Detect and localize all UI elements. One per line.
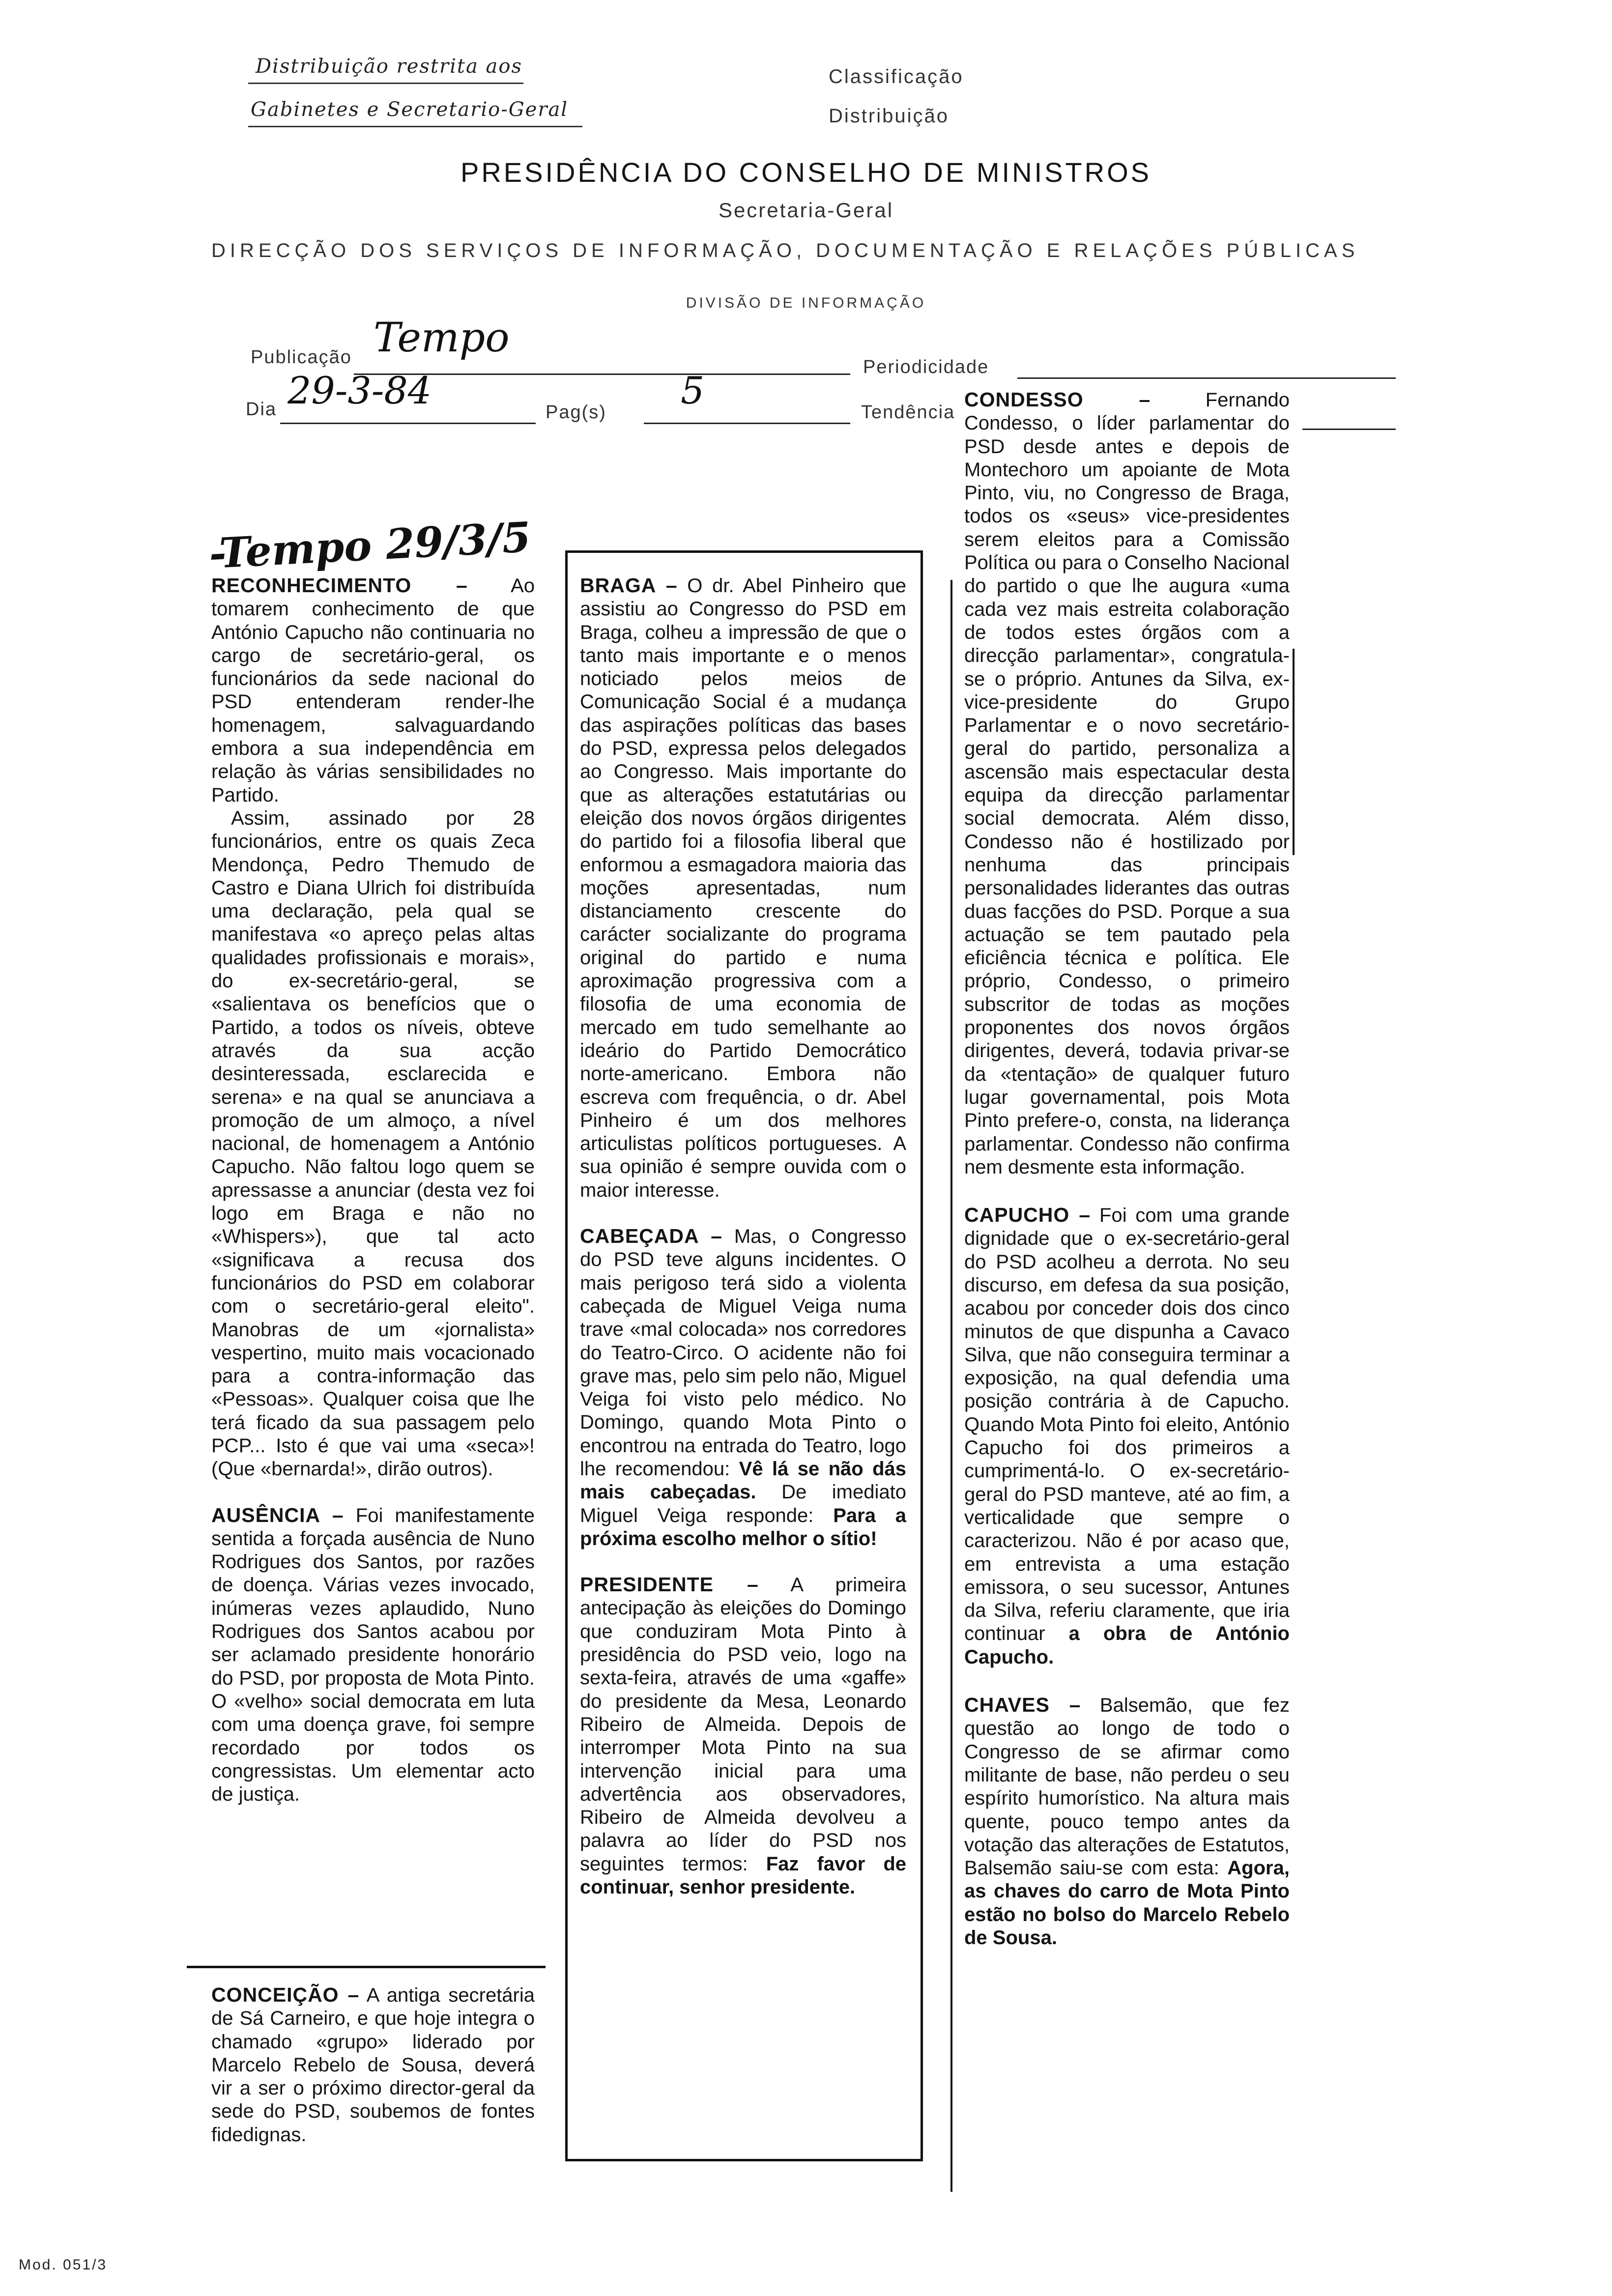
- column-2: [580, 574, 906, 1899]
- day-value: 29-3-84: [288, 369, 432, 412]
- divider-rule: [187, 1966, 546, 1968]
- article-conceicao: [211, 1983, 535, 2147]
- text-condesso: Fernando Condesso, o líder parlamentar do PSD desde antes e depois de Montechoro um apoiante de Mota Pinto, viu, no Congresso de Braga, todos os «seus» vice-presidentes serem eleitos para a Comissão Política ou para o Conselho Nacional do partido o que lhe augura «uma cada vez mais estreita colaboração de todos estes órgãos com a direcção parlamentar», congratula-se o próprio. Antunes da Silva, ex-vice-presidente do Grupo Parlamentar e o novo secretário-geral do partido, personaliza a ascensão mais espectacular desta equipa da direcção parlamentar social democrata. Além disso, Condesso não é hostilizado por nenhuma das principais personalidades liderantes das outras duas facções do PSD. Porque a sua actuação se tem pautado pela eficiência técnica e política. Ele próprio, Condesso, o primeiro subscritor de todas as moções proponentes dos novos órgãos dirigentes, deverá, todavia privar-se da «tentação» de qualquer futuro lugar governamental, pois Mota Pinto prefere-o, consta, na liderança parlamentar. Condesso não confirma nem desmente esta informação.: [964, 389, 1290, 1178]
- column-3-right-rule: [1293, 649, 1295, 855]
- text-cabecada-mid: De imediato Miguel Veiga responde:: [580, 1481, 906, 1526]
- lead-reconhecimento: RECONHECIMENTO –: [211, 574, 468, 597]
- lead-condesso: CONDESSO –: [964, 388, 1151, 411]
- underline: [248, 126, 582, 127]
- article-condesso: [964, 388, 1290, 1179]
- directorate: DIRECÇÃO DOS SERVIÇOS DE INFORMAÇÃO, DOCUMENTAÇÃO E RELAÇÕES PÚBLICAS: [211, 240, 1359, 261]
- classification-label: Classificação: [829, 66, 964, 87]
- day-label: Dia: [246, 399, 277, 420]
- org-title: PRESIDÊNCIA DO CONSELHO DE MINISTROS: [461, 157, 1151, 188]
- quote-capucho: a obra de António Capucho.: [964, 1623, 1290, 1668]
- underline: [248, 83, 523, 84]
- distribution-note-line2: Gabinetes e Secretario-Geral: [251, 98, 569, 121]
- form-code: Mod. 051/3: [19, 2257, 108, 2273]
- clipping-handwritten-mark: -Tempo 29/3/5: [207, 512, 532, 578]
- quote-presidente: Faz favor de continuar, senhor presidente.: [580, 1853, 906, 1898]
- article-cabecada: [580, 1225, 906, 1550]
- lead-braga: BRAGA –: [580, 574, 678, 597]
- pages-label: Pag(s): [546, 402, 606, 423]
- text-ausencia: Foi manifestamente sentida a forçada ausência de Nuno Rodrigues dos Santos, por razões de doença. Várias vezes invocado, inúmeras vezes aplaudido, Nuno Rodrigues dos Santos acabou por ser aclamado presidente honorário do PSD, por proposta de Mota Pinto. O «velho» social democrata em luta com uma doença grave, foi sempre recordado por todos os congressistas. Um elementar acto de justiça.: [211, 1504, 535, 1806]
- text-conceicao: A antiga secretária de Sá Carneiro, e que hoje integra o chamado «grupo» liderado por Marcelo Rebelo de Sousa, deverá vir a ser o próximo director-geral da sede do PSD, soubemos de fontes fidedignas.: [211, 1984, 535, 2146]
- tendency-label: Tendência: [861, 402, 955, 423]
- lead-chaves: CHAVES –: [964, 1693, 1081, 1717]
- distribution-label: Distribuição: [829, 105, 949, 127]
- lead-conceicao: CONCEIÇÃO –: [211, 1983, 360, 2006]
- periodicity-label: Periodicidade: [863, 357, 989, 377]
- text-cabecada: Mas, o Congresso do PSD teve alguns incidentes. O mais perigoso terá sido a violenta cabeçada de Miguel Veiga numa trave «mal colocada» nos corredores do Teatro-Circo. O acidente não foi grave mas, pelo sim pelo não, Miguel Veiga foi visto pelo médico. No Domingo, quando Mota Pinto o encontrou na entrada do Teatro, logo lhe recomendou:: [580, 1226, 906, 1480]
- quote-cabecada-1: Vê lá se não dás mais cabeçadas.: [580, 1458, 906, 1503]
- lead-capucho: CAPUCHO –: [964, 1204, 1091, 1227]
- text-reconhecimento-p1: Ao tomarem conhecimento de que António Capucho não continuaria no cargo de secretário-geral, os funcionários da sede nacional do PSD entenderam render-lhe homenagem, salvaguardando embora a sua independência em relação às várias sensibilidades no Partido.: [211, 575, 535, 806]
- column-1: [211, 574, 535, 1806]
- pages-line: [644, 423, 850, 424]
- article-ausencia: [211, 1504, 535, 1807]
- text-presidente: A primeira antecipação às eleições do Domingo que conduziram Mota Pinto à presidência do PSD veio, logo na sexta-feira, através de uma «gaffe» do presidente da Mesa, Leonardo Ribeiro de Almeida. Depois de interromper Mota Pinto na sua intervenção inicial para uma advertência aos observadores, Ribeiro de Almeida devolveu a palavra ao líder do PSD nos seguintes termos:: [580, 1574, 906, 1875]
- quote-chaves: Agora, as chaves do carro de Mota Pinto estão no bolso do Marcelo Rebelo de Sousa.: [964, 1857, 1290, 1949]
- distribution-note-line1: Distribuição restrita aos: [256, 55, 522, 78]
- article-chaves: [964, 1693, 1290, 1950]
- lead-presidente: PRESIDENTE –: [580, 1573, 759, 1596]
- periodicity-line: [1017, 377, 1396, 379]
- text-reconhecimento-p2: Assim, assinado por 28 funcionários, entre os quais Zeca Mendonça, Pedro Themudo de Castro e Diana Ulrich foi distribuída uma declaração, pela qual se manifestava «o apreço pelas altas qualidades profissionais e morais», do ex-secretário-geral, se «salientava os benefícios que o Partido, a todos os níveis, obteve através da sua acção desinteressada, esclarecida e serena» e na qual se anunciava a promoção de um almoço, a nível nacional, de homenagem a António Capucho. Não faltou logo quem se apressasse a anunciar (desta vez foi logo em Braga e não no «Whispers»), que tal acto «significava a recusa dos funcionários do PSD em colaborar com o secretário-geral eleito". Manobras de um «jornalista» vespertino, muito mais vocacionado para a contra-informação das «Pessoas». Qualquer coisa que lhe terá ficado da sua passagem pelo PCP... Isto é que vai uma «seca»! (Que «bernarda!», dirão outros).: [211, 807, 535, 1480]
- day-line: [280, 423, 536, 424]
- pages-value: 5: [681, 369, 705, 412]
- article-presidente: [580, 1573, 906, 1899]
- text-chaves: Balsemão, que fez questão ao longo de todo o Congresso de se afirmar como militante de base, não perdeu o seu espírito humorístico. Na altura mais quente, pouco tempo antes da votação das alterações de Estatutos, Balsemão saiu-se com esta:: [964, 1694, 1290, 1879]
- secretariat: Secretaria-Geral: [718, 199, 894, 222]
- lead-cabecada: CABEÇADA –: [580, 1225, 723, 1248]
- text-capucho: Foi com uma grande dignidade que o ex-secretário-geral do PSD acolheu a derrota. No seu discurso, em defesa da sua posição, acabou por conceder dois dos cinco minutos de que dispunha a Cavaco Silva, que não conseguira terminar a exposição, na qual defendia uma posição contrária à de Capucho. Quando Mota Pinto foi eleito, António Capucho foi dos primeiros a cumprimentá-lo. O ex-secretário-geral do PSD manteve, até ao fim, a verticalidade que sempre o caracterizou. Não é por acaso que, em entrevista a uma estação emissora, o seu sucessor, Antunes da Silva, referiu claramente, que iria continuar: [964, 1205, 1290, 1645]
- tendency-line: [1302, 429, 1396, 430]
- column-3-rule: [950, 580, 952, 2192]
- article-braga: [580, 574, 906, 1202]
- article-capucho: [964, 1204, 1290, 1669]
- text-braga: O dr. Abel Pinheiro que assistiu ao Congresso do PSD em Braga, colheu a impressão de que o tanto mais importante e o menos noticiado pelos meios de Comunicação Social é a mudança das aspirações políticas das bases do PSD, expressa pelos delegados ao Congresso. Mais importante do que as alterações estatutárias ou eleição dos novos órgãos dirigentes do partido foi a filosofia liberal que enformou a esmagadora maioria das moções apresentadas, num distanciamento crescente do carácter socializante do programa original do partido e numa aproximação progressiva com a filosofia de uma economia de mercado em tudo semelhante ao ideário do Partido Democrático norte-americano. Embora não escreva com frequência, o dr. Abel Pinheiro é um dos melhores articulistas políticos portugueses. A sua opinião é sempre ouvida com o maior interesse.: [580, 575, 907, 1201]
- division: DIVISÃO DE INFORMAÇÃO: [686, 295, 926, 311]
- quote-cabecada-2: Para a próxima escolho melhor o sítio!: [580, 1504, 906, 1550]
- article-reconhecimento: [211, 574, 535, 807]
- lead-ausencia: AUSÊNCIA –: [211, 1503, 344, 1526]
- publication-label: Publicação: [251, 347, 352, 368]
- publication-value: Tempo: [374, 315, 510, 361]
- column-3: [964, 388, 1290, 1950]
